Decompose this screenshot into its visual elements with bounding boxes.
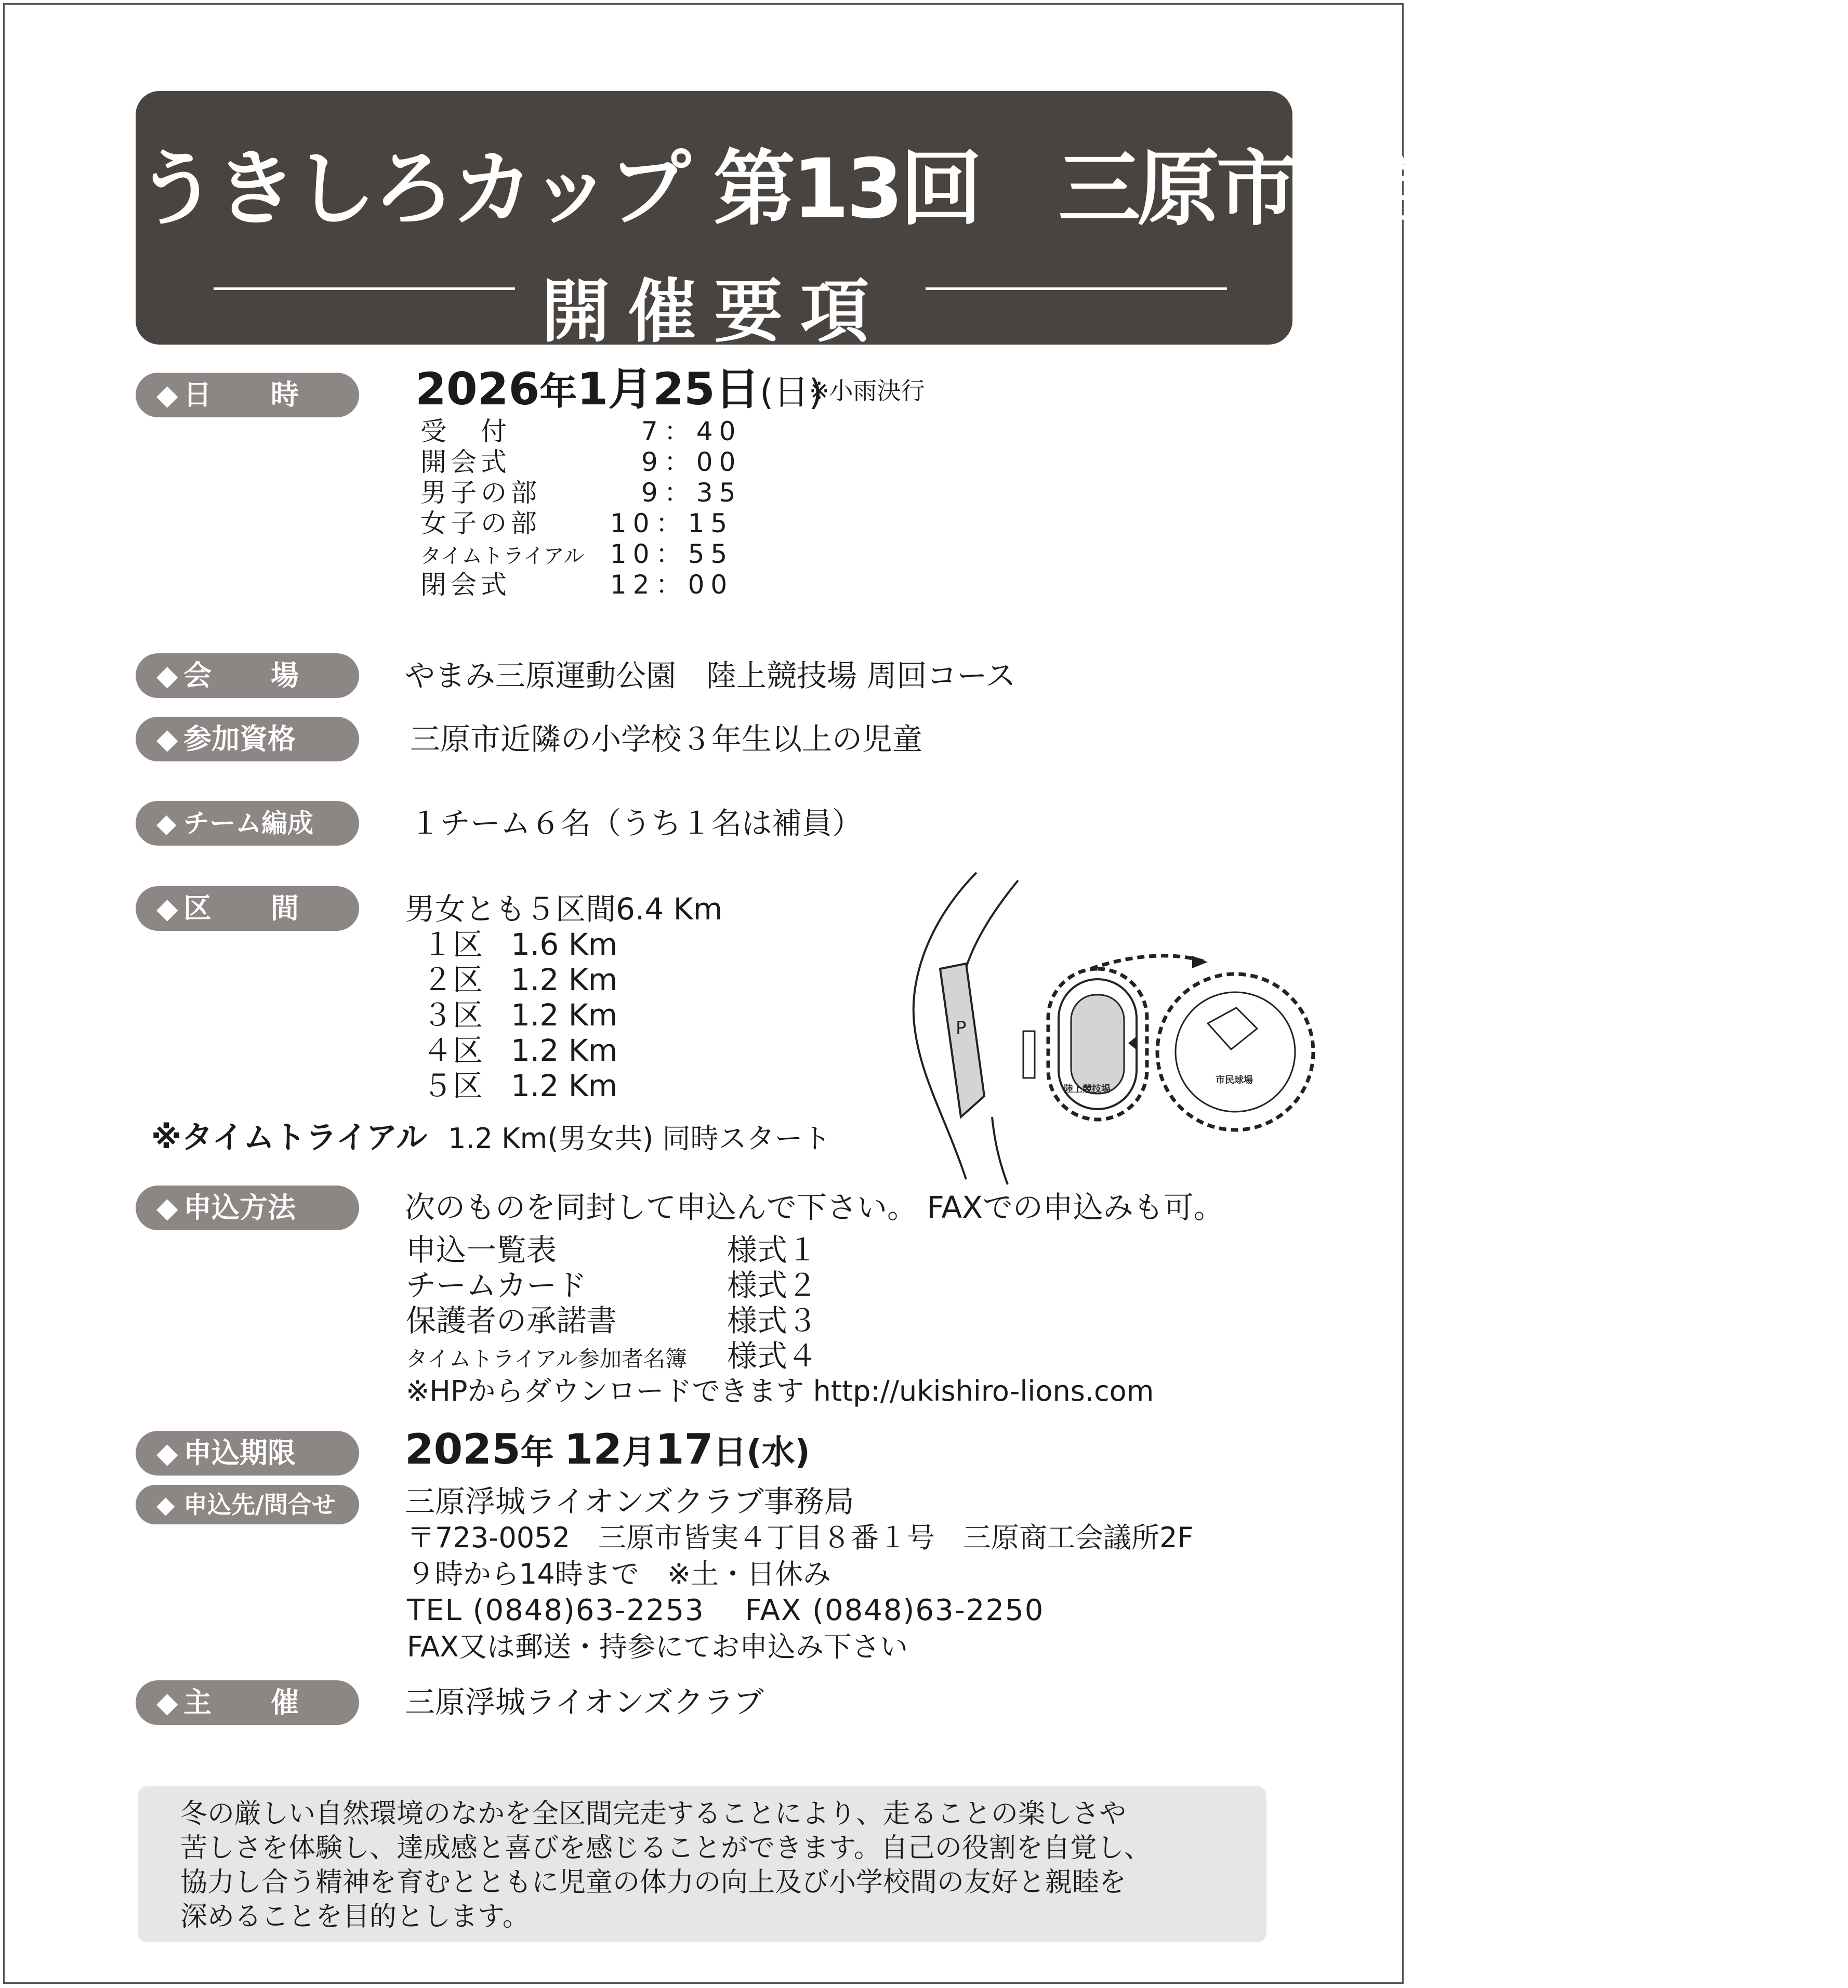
- organizer-text: 三原浮城ライオンズクラブ: [405, 1684, 764, 1720]
- course-path: [1091, 956, 1205, 969]
- contact-address: 〒723-0052 三原市皆実４丁目８番１号 三原商工会議所2F: [407, 1521, 1194, 1554]
- label-venue: ◆ 会 場: [136, 653, 359, 698]
- flyer-page: [3, 3, 1848, 1984]
- event-date: 2026年1月25日(日): [415, 363, 823, 415]
- deadline-date: 2025年 12月17日(水): [405, 1425, 810, 1473]
- venue-text: やまみ三原運動公園 陸上競技場 周回コース: [405, 658, 1016, 693]
- form-row: 保護者の承諾書 様式３: [406, 1303, 818, 1338]
- diamond-icon: ◆: [156, 378, 178, 411]
- parking-label: P: [956, 1018, 967, 1038]
- diamond-icon: ◆: [156, 1491, 175, 1519]
- label-team: ◆ チーム編成: [136, 801, 359, 846]
- purpose-line: 冬の厳しい自然環境のなかを全区間完走することにより、走ることの楽しさや: [180, 1798, 1127, 1829]
- label-apply: ◆ 申込方法: [136, 1186, 359, 1230]
- purpose-line: 協力し合う精神を育むとともに児童の体力の向上及び小学校間の友好と親睦を: [180, 1867, 1127, 1898]
- banner-rule-right: [926, 287, 1227, 290]
- schedule-row: タイムトライアル 10：55: [420, 539, 734, 569]
- diamond-icon: ◆: [156, 892, 178, 925]
- leg-row: １区 1.6 Km: [423, 927, 618, 962]
- diamond-icon: ◆: [156, 659, 178, 692]
- team-text: １チーム６名（うち１名は補員）: [410, 806, 863, 841]
- label-course: ◆ 区 間: [136, 886, 359, 931]
- form-row: 申込一覧表 様式１: [406, 1232, 818, 1268]
- ballpark-label: 市民球場: [1216, 1075, 1253, 1086]
- schedule-row: 女子の部 10：15: [420, 508, 734, 538]
- course-arrow-icon: [1192, 956, 1208, 968]
- parking-lot: [940, 964, 984, 1117]
- schedule-row: 開会式 9：00: [420, 447, 742, 477]
- label-organizer: ◆ 主 催: [136, 1680, 359, 1725]
- leg-row: ２区 1.2 Km: [423, 962, 618, 997]
- label-contact: ◆ 申込先/問合せ: [136, 1485, 359, 1524]
- purpose-line: 深めることを目的とします。: [180, 1901, 530, 1932]
- form-row: チームカード 様式２: [406, 1268, 818, 1303]
- leg-row: ４区 1.2 Km: [423, 1033, 618, 1068]
- leg-row: ５区 1.2 Km: [423, 1068, 618, 1103]
- diamond-icon: ◆: [156, 1437, 178, 1469]
- stadium-field: [1071, 995, 1124, 1094]
- stadium-label: 陸上競技場: [1064, 1084, 1111, 1095]
- diamond-icon: ◆: [156, 722, 178, 755]
- building: [1023, 1031, 1035, 1078]
- purpose-box: [138, 1786, 1266, 1942]
- schedule-table: [420, 416, 742, 600]
- contact-phone: TEL (0848)63-2253 FAX (0848)63-2250: [407, 1594, 1045, 1627]
- timetrial-note: ※タイムトライアル 1.2 Km(男女共) 同時スタート: [151, 1120, 831, 1156]
- diamond-icon: ◆: [156, 1686, 178, 1719]
- eligibility-text: 三原市近隣の小学校３年生以上の児童: [410, 721, 923, 757]
- leg-row: ３区 1.2 Km: [423, 997, 618, 1033]
- contact-org: 三原浮城ライオンズクラブ事務局: [405, 1484, 854, 1519]
- download-note: ※HPからダウンロードできます http://ukishiro-lions.com: [406, 1375, 1154, 1407]
- schedule-row: 閉会式 12：00: [420, 570, 734, 600]
- road-line: [992, 1117, 1008, 1184]
- road-line: [961, 880, 1018, 997]
- schedule-row: 受 付 7：40: [420, 416, 742, 446]
- diamond-icon: ◆: [156, 808, 177, 838]
- label-eligibility: ◆ 参加資格: [136, 717, 359, 761]
- rain-note: ※小雨決行: [809, 377, 925, 405]
- contact-hours: ９時から14時まで ※土・日休み: [407, 1558, 831, 1590]
- title-banner: [136, 91, 1848, 352]
- course-map: [904, 867, 1319, 1190]
- event-subtitle: 開催要項: [542, 272, 887, 352]
- contact-method: FAX又は郵送・持参にてお申込み下さい: [407, 1630, 908, 1663]
- event-title: うきしろカップ 第13回 三原市小学生駅伝大会: [136, 141, 1848, 237]
- form-row: タイムトライアル参加者名簿 様式４: [406, 1338, 818, 1374]
- schedule-row: 男子の部 9：35: [420, 478, 742, 508]
- ballpark: [1176, 992, 1295, 1112]
- label-deadline: ◆ 申込期限: [136, 1431, 359, 1476]
- purpose-text: [180, 1797, 1240, 1934]
- diamond-icon: ◆: [156, 1191, 178, 1224]
- purpose-line: 苦しさを体験し、達成感と喜びを感じることができます。自己の役割を自覚し、: [180, 1833, 1151, 1864]
- course-heading: 男女とも５区間6.4 Km: [405, 891, 723, 927]
- apply-intro: 次のものを同封して申込んで下さい。 FAXでの申込みも可。: [405, 1190, 1224, 1225]
- label-datetime: ◆ 日 時: [136, 373, 359, 417]
